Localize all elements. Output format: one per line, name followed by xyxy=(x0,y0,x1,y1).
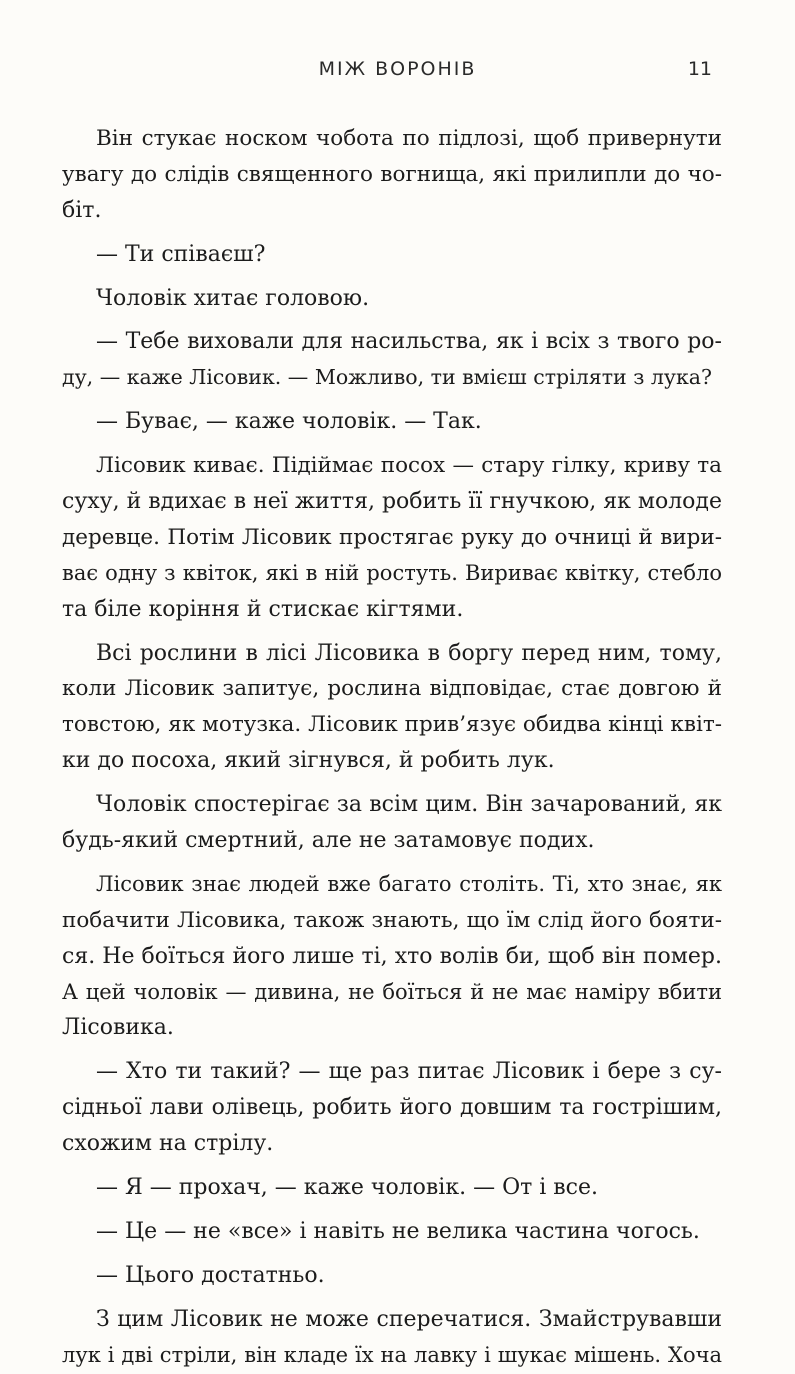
text-line: ває одну з квіток, які в ній ростуть. Вириває квітку, стебло xyxy=(62,560,722,585)
text-line: — Хто ти такий? — ще раз питає Лісовик і бере з су- xyxy=(96,1059,722,1085)
text-line: Лісовик знає людей вже багато століть. Ті, хто знає, як xyxy=(96,871,722,896)
text-line: Він стукає носком чобота по підлозі, щоб привернути xyxy=(96,126,722,151)
text-line: будь-який смертний, але не затамовує подих. xyxy=(62,828,595,854)
text-line: коли Лісовик запитує, рослина відповідає, стає довгою й xyxy=(62,676,722,702)
body-text xyxy=(62,121,722,1374)
text-line: увагу до слідів священного вогнища, які прилипли до чо- xyxy=(62,161,722,187)
page-number: 11 xyxy=(687,58,712,80)
text-line: — Буває, — каже чоловік. — Так. xyxy=(96,409,482,435)
text-line: сідньої лави олівець, робить його довшим та гострішим, xyxy=(62,1095,722,1121)
text-line: деревце. Потім Лісовик простягає руку до очниці й вири- xyxy=(62,524,722,550)
text-line: З цим Лісовик не може сперечатися. Змайструвавши xyxy=(96,1306,722,1332)
text-line: товстою, як мотузка. Лісовик прив’язує обидва кінці квіт- xyxy=(62,712,722,738)
text-line: лук і дві стріли, він кладе їх на лавку і шукає мішень. Хоча xyxy=(62,1342,722,1367)
running-header xyxy=(0,54,795,84)
text-line: — Я — прохач, — каже чоловік. — От і все. xyxy=(96,1175,599,1201)
text-line: біт. xyxy=(62,197,102,223)
text-line: Лісовика. xyxy=(62,1015,174,1041)
text-line: ки до посоха, який зігнувся, й робить лук. xyxy=(62,748,555,774)
text-line: та біле коріння й стискає кігтями. xyxy=(62,596,464,622)
text-line: — Тебе виховали для насильства, як і всіх з твого ро- xyxy=(96,329,722,355)
text-line: ду, — каже Лісовик. — Можливо, ти вмієш стріляти з лука? xyxy=(62,365,713,390)
text-line: Чоловік хитає головою. xyxy=(96,285,370,311)
text-line: суху, й вдихає в неї життя, робить її гнучкою, як молоде xyxy=(62,489,722,515)
text-line: А цей чоловік — дивина, не боїться й не має наміру вбити xyxy=(62,979,722,1004)
text-line: побачити Лісовика, також знають, що їм слід його бояти- xyxy=(62,907,722,933)
text-line: — Це — не «все» і навіть не велика частина чогось. xyxy=(96,1218,700,1244)
text-line: Чоловік спостерігає за всім цим. Він зачарований, як xyxy=(96,792,722,818)
text-line: — Цього достатньо. xyxy=(96,1262,325,1288)
running-title: МІЖ ВОРОНІВ xyxy=(318,58,477,80)
text-line: Лісовик киває. Підіймає посох — стару гілку, криву та xyxy=(96,453,722,479)
text-line: — Ти співаєш? xyxy=(96,241,266,267)
text-line: Всі рослини в лісі Лісовика в боргу перед ним, тому, xyxy=(96,640,722,666)
text-line: схожим на стрілу. xyxy=(62,1131,274,1157)
text-line: ся. Не боїться його лише ті, хто волів би, щоб він помер. xyxy=(62,943,722,969)
